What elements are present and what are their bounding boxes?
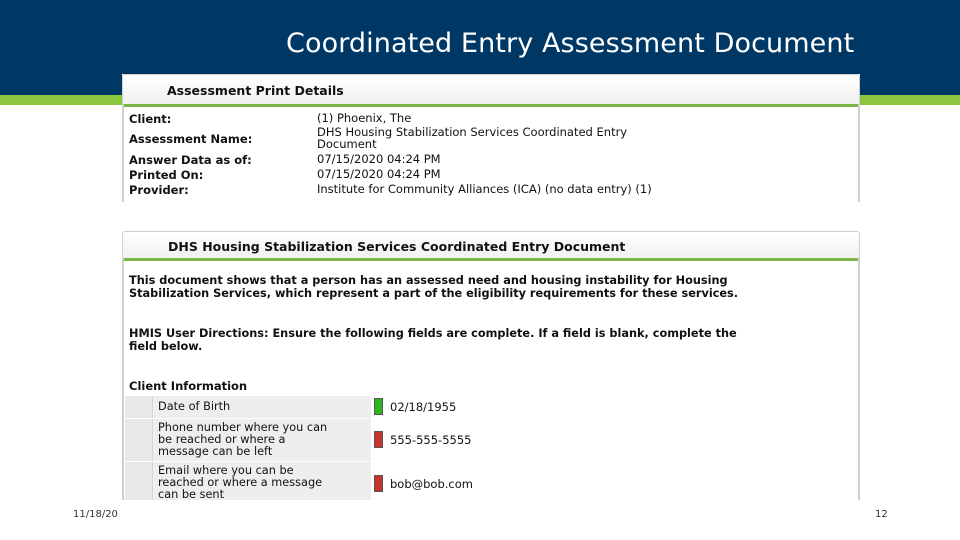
print-details-title: Assessment Print Details [167, 83, 344, 98]
email-label-line1: Email where you can be [158, 464, 294, 477]
print-details-panel [122, 74, 860, 202]
slide-date: 11/18/20 [73, 509, 118, 520]
field-row-dob [125, 396, 371, 418]
assessment-name-label: Assessment Name: [129, 132, 253, 146]
document-panel [122, 231, 860, 500]
field-row-email [125, 462, 371, 500]
email-value: bob@bob.com [390, 477, 473, 491]
panel-divider [122, 258, 860, 261]
phone-label-line3: message can be left [158, 445, 273, 458]
printed-on-value: 07/15/2020 04:24 PM [317, 167, 441, 181]
phone-label-line2: be reached or where a [158, 433, 286, 446]
slide-page-number: 12 [875, 509, 888, 520]
panel-divider [122, 104, 860, 107]
answer-data-value: 07/15/2020 04:24 PM [317, 152, 441, 166]
directions-text-line1: HMIS User Directions: Ensure the following fields are complete. If a field is blank, complete the [129, 327, 737, 340]
print-details-header [122, 74, 860, 104]
provider-label: Provider: [129, 183, 189, 197]
phone-label-line1: Phone number where you can [158, 421, 328, 434]
document-header [122, 231, 860, 258]
field-row-phone [125, 419, 371, 461]
provider-value: Institute for Community Alliances (ICA) (no data entry) (1) [317, 182, 652, 196]
directions-text-line2: field below. [129, 340, 203, 353]
assessment-name-value-line2: Document [317, 137, 377, 151]
slide-title: Coordinated Entry Assessment Document [286, 28, 855, 59]
dob-value: 02/18/1955 [390, 400, 457, 414]
assessment-name-value-line1: DHS Housing Stabilization Services Coordinated Entry [317, 125, 628, 139]
client-label: Client: [129, 112, 172, 126]
status-flag-red-icon [374, 475, 383, 492]
intro-text-line2: Stabilization Services, which represent a part of the eligibility requirements for these services. [129, 287, 739, 300]
intro-text-line1: This document shows that a person has an assessed need and housing instability for Housing [129, 274, 728, 287]
answer-data-label: Answer Data as of: [129, 153, 252, 167]
status-flag-red-icon [374, 431, 383, 448]
email-label-line3: can be sent [158, 488, 225, 501]
status-flag-green-icon [374, 398, 383, 415]
phone-value: 555-555-5555 [390, 433, 472, 447]
printed-on-label: Printed On: [129, 168, 204, 182]
client-value: (1) Phoenix, The [317, 111, 412, 125]
email-label-line2: reached or where a message [158, 476, 323, 489]
client-information-heading: Client Information [129, 379, 248, 393]
dob-label: Date of Birth [158, 400, 231, 413]
document-title: DHS Housing Stabilization Services Coordinated Entry Document [168, 239, 626, 254]
